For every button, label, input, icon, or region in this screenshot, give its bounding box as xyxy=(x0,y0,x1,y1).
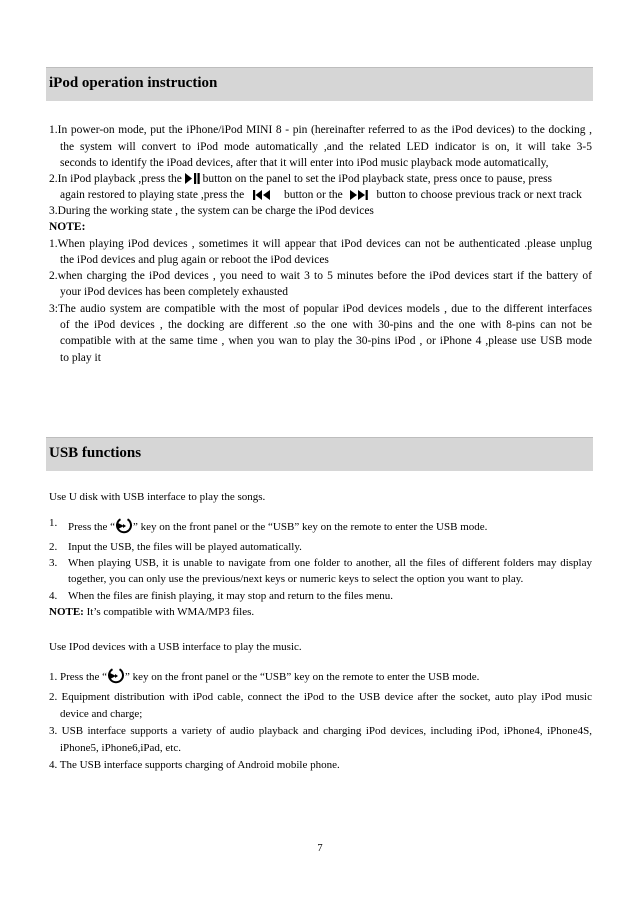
ipod-item-2-line-2 xyxy=(60,188,582,204)
usb-step-3-line-2: together, you can only use the previous/next keys or numeric keys to select the option you want to play. xyxy=(68,573,524,585)
ipod-note-3-line-3: compatible with at the same time , when you wan to play the 30-pins iPod , or iPhone 4 ,please use USB mode xyxy=(60,335,592,347)
usb-ipod-intro: Use IPod devices with a USB interface to play the music. xyxy=(49,641,302,653)
ipod-item-3: 3.During the working state , the system can be charge the iPod devices xyxy=(49,205,374,217)
source-input-icon xyxy=(115,516,133,538)
usb-ipod-step-3-line-2: iPhone5, iPhone6,iPad, etc. xyxy=(60,742,181,754)
usb-step-3-number: 3. xyxy=(49,557,58,569)
ipod-item-2-text-d: button or the xyxy=(284,189,343,201)
usb-section-header xyxy=(46,437,593,471)
ipod-item-2-line-1 xyxy=(49,172,592,188)
usb-note-text: It’s compatible with WMA/MP3 files. xyxy=(83,606,255,618)
ipod-note-3-line-1: 3:The audio system are compatible with the most of popular iPod devices models , due to the different interfaces xyxy=(49,303,592,315)
ipod-item-2-text-c: again restored to playing state ,press the xyxy=(60,189,245,201)
ipod-note-1-line-2: the iPod devices and plug again or reboot the iPod devices xyxy=(60,254,329,266)
usb-step-2: Input the USB, the files will be played automatically. xyxy=(68,541,302,553)
ipod-note-3-line-4: to play it xyxy=(60,352,101,364)
ipod-item-2-text-e: button to choose previous track or next track xyxy=(376,189,582,201)
ipod-item-2-text-b: button on the panel to set the iPod playback state, press once to pause, press xyxy=(202,173,553,185)
usb-step-1-number: 1. xyxy=(49,517,58,529)
usb-section-title: USB functions xyxy=(49,445,142,461)
usb-note xyxy=(49,605,254,619)
usb-ipod-step-2-line-1: 2. Equipment distribution with iPod cable, connect the iPod to the USB device after the socket, auto play iPod music xyxy=(49,691,592,703)
usb-ipod-step-3-line-1: 3. USB interface supports a variety of audio playback and charging iPod devices, including iPod, iPhone4, iPhone4S, xyxy=(49,725,592,737)
ipod-section-header xyxy=(46,67,593,101)
ipod-item-1-line-2: the system will convert to iPod mode automatically ,and the related LED indicator is on, it will take 3-5 xyxy=(60,141,592,153)
ipod-section-title: iPod operation instruction xyxy=(49,75,218,91)
ipod-note-2-line-2: your iPod devices has been completely exhausted xyxy=(60,286,289,298)
next-track-icon xyxy=(350,190,368,204)
usb-step-4: When the files are finish playing, it may stop and return to the files menu. xyxy=(68,590,394,602)
ipod-note-1-line-1: 1.When playing iPod devices , sometimes it will appear that iPod devices can not be authenticated .please unplug xyxy=(49,238,592,250)
ipod-item-1-line-3: seconds to identify the iPoad devices, after that it will enter into iPod music playback mode automatically, xyxy=(60,157,549,169)
usb-ipod-step-1-text-a: 1. Press the “ xyxy=(49,671,108,683)
ipod-note-3-line-2: of the iPod devices , the docking are different .so the one with 30-pins and the one with 8-pins can not be xyxy=(60,319,592,331)
usb-step-1-text-a: Press the “ xyxy=(68,521,116,533)
ipod-note-2-line-1: 2.when charging the iPod devices , you need to wait 3 to 5 minutes before the iPod devices start if the battery of xyxy=(49,270,592,282)
source-input-icon xyxy=(107,666,125,688)
ipod-item-2-text-a: 2.In iPod playback ,press the xyxy=(49,173,182,185)
ipod-item-1-line-1: 1.In power-on mode, put the iPhone/iPod MINI 8 - pin (hereinafter referred to as the iPod devices) to the docking , xyxy=(49,124,592,136)
usb-note-label: NOTE: xyxy=(49,606,84,618)
usb-step-4-number: 4. xyxy=(49,590,58,602)
usb-step-1 xyxy=(68,516,487,538)
usb-udisk-intro: Use U disk with USB interface to play the songs. xyxy=(49,491,266,503)
play-pause-icon xyxy=(185,173,200,188)
usb-step-1-text-b: ” key on the front panel or the “USB” key on the remote to enter the USB mode. xyxy=(133,521,488,533)
usb-ipod-step-1 xyxy=(49,666,479,688)
page-number: 7 xyxy=(317,843,323,854)
usb-step-2-number: 2. xyxy=(49,541,58,553)
usb-ipod-step-1-text-b: ” key on the front panel or the “USB” key on the remote to enter the USB mode. xyxy=(125,671,480,683)
usb-ipod-step-4: 4. The USB interface supports charging of Android mobile phone. xyxy=(49,759,340,771)
usb-step-3-line-1: When playing USB, it is unable to navigate from one folder to another, all the files of different folders may display xyxy=(68,557,592,569)
previous-track-icon xyxy=(253,190,271,204)
usb-ipod-step-2-line-2: device and charge; xyxy=(60,708,143,720)
ipod-note-label: NOTE: xyxy=(49,221,86,233)
